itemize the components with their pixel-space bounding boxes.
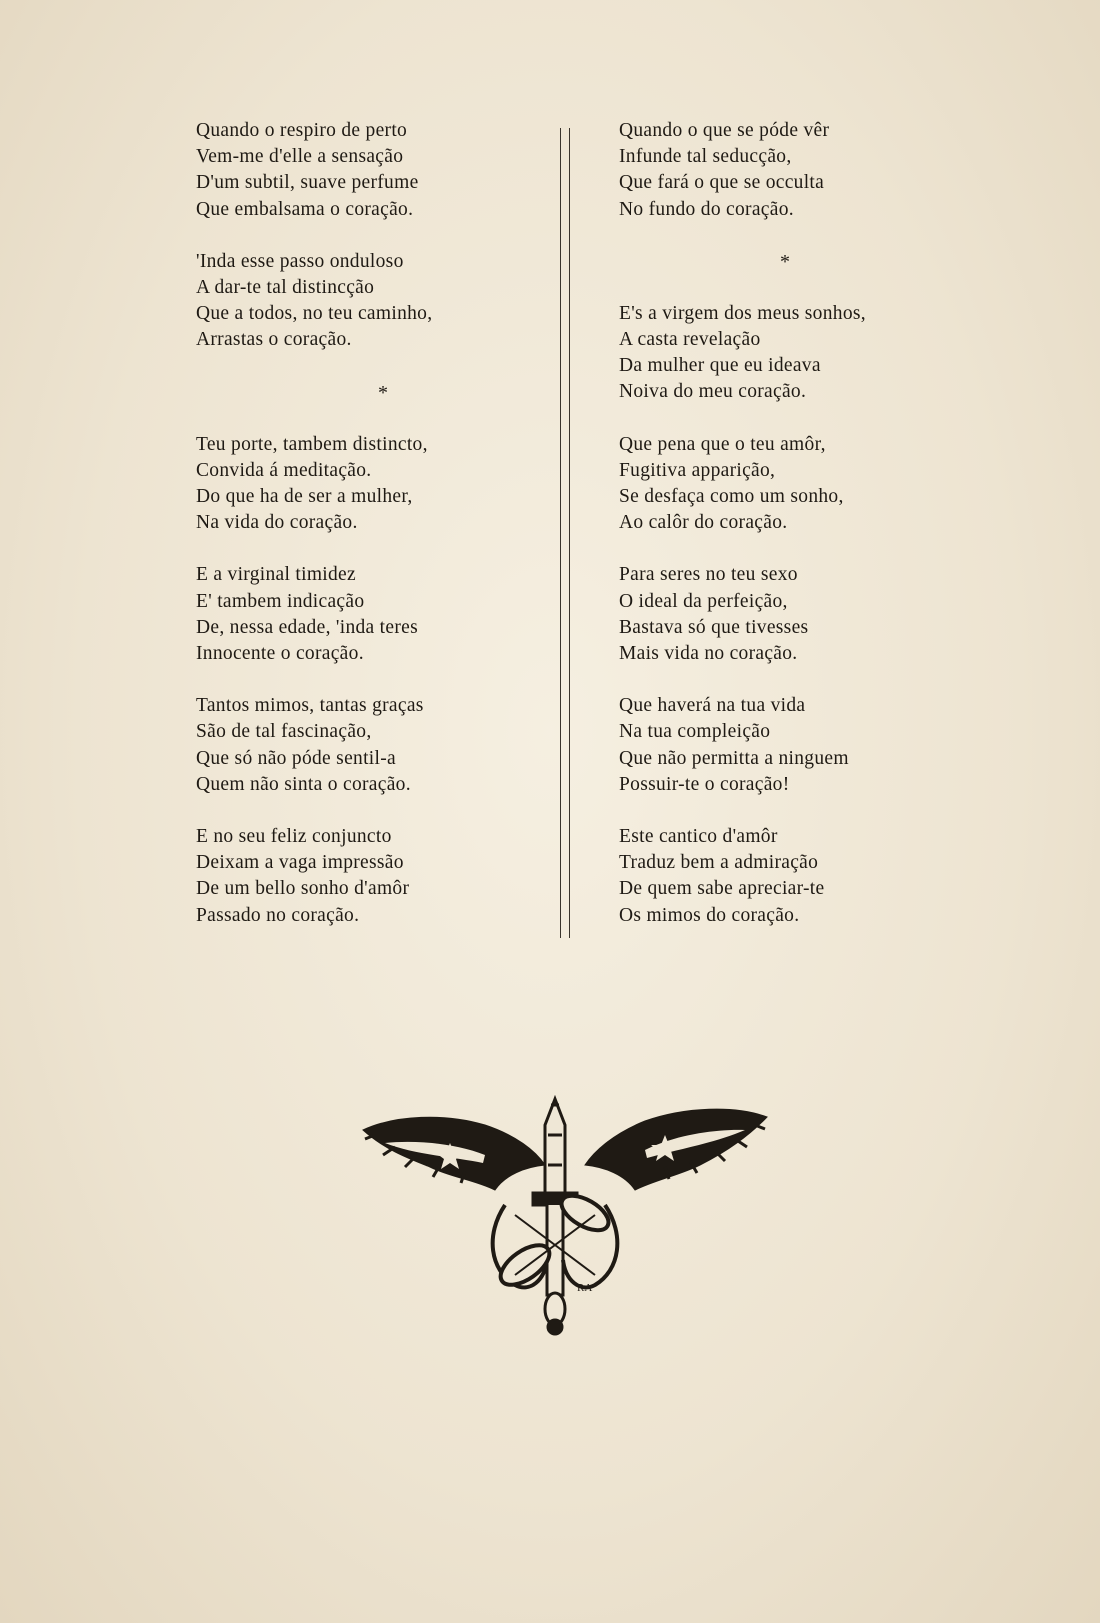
stanza-ornament: * (780, 250, 791, 273)
poem-line: Possuir-te o coração! (619, 773, 790, 795)
poem-line: Que a todos, no teu caminho, (196, 303, 433, 325)
poem-line: Para seres no teu sexo (619, 564, 798, 586)
poem-line: Da mulher que eu ideava (619, 355, 821, 377)
poem-line: Teu porte, tambem distincto, (196, 433, 428, 455)
left-stanza (196, 824, 546, 929)
poem-line: E' tambem indicação (196, 590, 365, 612)
poem-line: Quem não sinta o coração. (196, 773, 411, 795)
poem-line: Que não permitta a ninguem (619, 747, 849, 769)
poem-line: Convida á meditação. (196, 459, 372, 481)
left-stanza (196, 693, 546, 798)
poem-line: Na vida do coração. (196, 512, 358, 534)
poem-line: D'um subtil, suave perfume (196, 172, 419, 194)
poem-line: Infunde tal seducção, (619, 146, 792, 168)
left-stanza (196, 249, 546, 354)
right-stanza (619, 824, 949, 929)
right-stanza (619, 301, 949, 406)
right-stanza (619, 432, 949, 537)
left-stanza (196, 118, 546, 223)
poem-line: E no seu feliz conjuncto (196, 826, 392, 848)
poem-line: 'Inda esse passo onduloso (196, 250, 404, 272)
poem-line: A casta revelação (619, 329, 761, 351)
poem-line: Deixam a vaga impressão (196, 852, 404, 874)
poem-right-column (619, 118, 949, 955)
poem-line: Traduz bem a admiração (619, 852, 819, 874)
poem-line: No fundo do coração. (619, 198, 794, 220)
right-stanza (619, 693, 949, 798)
poem-line: São de tal fascinação, (196, 721, 372, 743)
left-stanza (196, 432, 546, 537)
poem-line: Que embalsama o coração. (196, 198, 414, 220)
column-divider (560, 128, 570, 938)
poem-line: Tantos mimos, tantas graças (196, 695, 424, 717)
poem-line: Que só não póde sentil-a (196, 747, 396, 769)
right-stanza (619, 562, 949, 667)
poem-line: Ao calôr do coração. (619, 512, 788, 534)
poem-line: Que pena que o teu amôr, (619, 433, 826, 455)
poem-line: Passado no coração. (196, 904, 360, 926)
poem-line: Quando o respiro de perto (196, 120, 408, 141)
poem-line: Se desfaça como um sonho, (619, 486, 844, 508)
poem-line: Innocente o coração. (196, 643, 364, 665)
right-stanza (619, 118, 949, 223)
poem-line: A dar-te tal distincção (196, 277, 375, 299)
poem-line: Este cantico d'amôr (619, 826, 778, 848)
poem-line: Noiva do meu coração. (619, 381, 807, 403)
poem-line: O ideal da perfeição, (619, 590, 788, 612)
poem-line: Arrastas o coração. (196, 329, 352, 351)
poem-line: Fugitiva apparição, (619, 459, 776, 481)
poem-left-column (196, 118, 546, 955)
vignette-signature: RA (577, 1282, 593, 1294)
poem-line: Que fará o que se occulta (619, 172, 825, 194)
poem-line: De um bello sonho d'amôr (196, 878, 410, 900)
poem-line: Bastava só que tivesses (619, 616, 809, 638)
poem-line: De quem sabe apreciar-te (619, 878, 825, 900)
poem-line: Na tua compleição (619, 721, 771, 743)
poem-line: Vem-me d'elle a sensação (196, 146, 404, 168)
poem-line: Os mimos do coração. (619, 904, 800, 926)
left-stanza (196, 562, 546, 667)
poem-line: De, nessa edade, 'inda teres (196, 616, 418, 638)
poem-line: Quando o que se póde vêr (619, 120, 830, 141)
poem-line: E a virginal timidez (196, 564, 356, 586)
poem-line: Que haverá na tua vida (619, 695, 806, 717)
stanza-ornament: * (378, 381, 389, 404)
poem-line: Mais vida no coração. (619, 643, 798, 665)
winged-sword-lyre-icon (355, 1095, 775, 1345)
poem-line: Do que ha de ser a mulher, (196, 486, 413, 508)
poem-line: E's a virgem dos meus sonhos, (619, 302, 866, 324)
